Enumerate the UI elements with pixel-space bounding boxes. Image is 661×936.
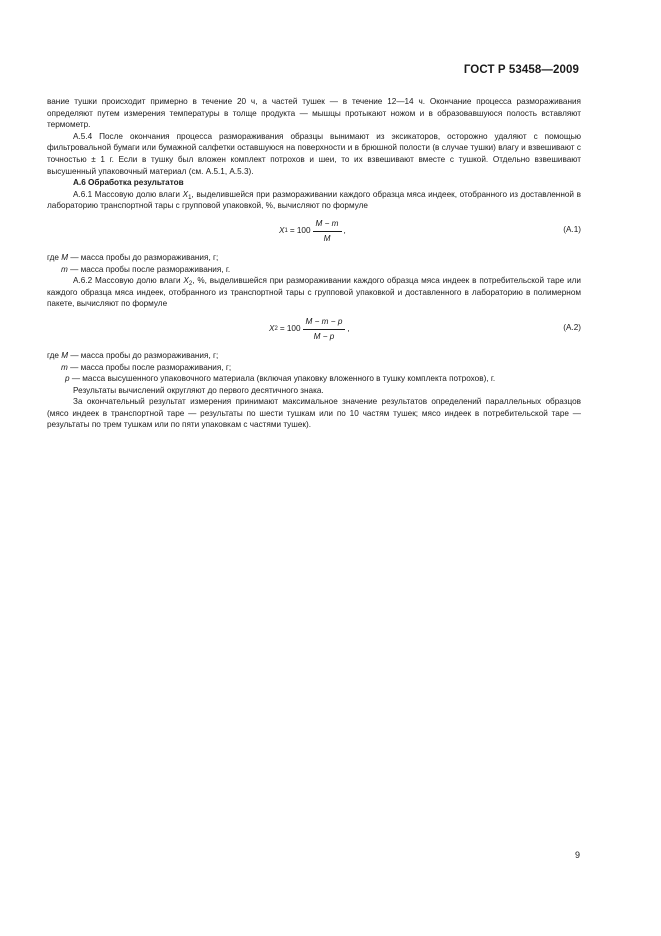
section-heading-a-6: А.6 Обработка результатов: [73, 178, 184, 188]
formula-equals: = 100: [279, 324, 301, 334]
paragraph-a-6-2: А.6.2 Массовую долю влаги $X_2$, %, выделившейся при размораживании каждого образца мяса индеек в потребительской таре или каждого образца мяса индеек, отобранного из транспортной тары с групповой упаковкой и доставленного в лабораторию в полимерном пакете, вычисляют по формуле: [47, 276, 581, 309]
formula-lhs-var: X: [279, 226, 285, 236]
formula-number: (А.2): [563, 322, 581, 332]
page-number: 9: [574, 850, 580, 860]
formula-a-1: X 1 = 100 $\frac{M - m}{M}$ , (А.1): [279, 218, 581, 243]
definitions-a-2: [47, 350, 581, 385]
formula-fraction: [303, 316, 346, 342]
formula-trail: ,: [343, 226, 346, 236]
formula-denominator: M − p: [313, 331, 335, 341]
formula-numerator: M − m − p: [303, 316, 346, 330]
paragraph-thawing-time: вание тушки происходит примерно в течение 20 ч, а частей тушек — в течение 12—14 ч. Окончание процесса размораживания определяют путем измерения температуры в толще продукта — мышцы протыкают ножом и в образовавшуюся полость вставляют термометр.: [47, 97, 581, 130]
formula-numerator: M − m: [313, 218, 342, 232]
document-header: ГОСТ Р 53458—2009: [463, 64, 579, 76]
formula-lhs-var: X: [269, 324, 275, 334]
formula-equals: = 100: [289, 226, 311, 236]
definition-item: m — масса пробы после размораживания, г.: [61, 264, 231, 274]
paragraph-a-5-4: А.5.4 После окончания процесса размораживания образцы вынимают из эксикаторов, осторожно удаляют с помощью фильтровальной бумаги или бумажной салфетки оставшуюся на поверхности и в брюшной полости (в случае тушки) влагу и взвешивают с точностью ± 1 г. Если в тушку был вложен комплект потрохов и шеи, то их взвешивают вместе с тушкой. Отдельно взвешивают высушенный упаковочный материал (см. А.5.1, А.5.3).: [47, 131, 581, 176]
paragraph-a-6-1: А.6.1 Массовую долю влаги $X_1$, выделившейся при размораживании каждого образца мяса индеек, отобранного из доставленной в лабораторию транспортной тары с групповой упаковкой, %, вычисляют по формуле: [47, 189, 581, 211]
formula-number: (А.1): [563, 224, 581, 234]
formula-trail: ,: [347, 324, 350, 334]
definition-item: где M — масса пробы до размораживания, г;: [47, 350, 219, 360]
formula-a-2: X 2 = 100 $\frac{M - m - p}{M - p}$ , (А.2): [269, 316, 581, 341]
formula-fraction: [313, 218, 342, 244]
definition-item: p — масса высушенного упаковочного материала (включая упаковку вложенного в тушку комплекта потрохов), г.: [65, 374, 496, 384]
paragraph-final-result: За окончательный результат измерения принимают максимальное значение результатов определений параллельных образцов (мясо индеек в транспортной таре — результаты по шести тушкам или по 10 частям тушек; мясо индеек в потребительской таре — результаты по трем тушкам или по пяти упаковкам с частями тушек).: [47, 397, 581, 430]
definition-item: m — масса пробы после размораживания, г;: [61, 362, 232, 372]
formula-denominator: M: [323, 233, 331, 243]
paragraph-rounding: Результаты вычислений округляют до первого десятичного знака.: [73, 385, 324, 395]
definitions-a-1: [47, 252, 581, 275]
definition-item: где M — масса пробы до размораживания, г;: [47, 252, 219, 262]
document-body: [47, 96, 581, 431]
